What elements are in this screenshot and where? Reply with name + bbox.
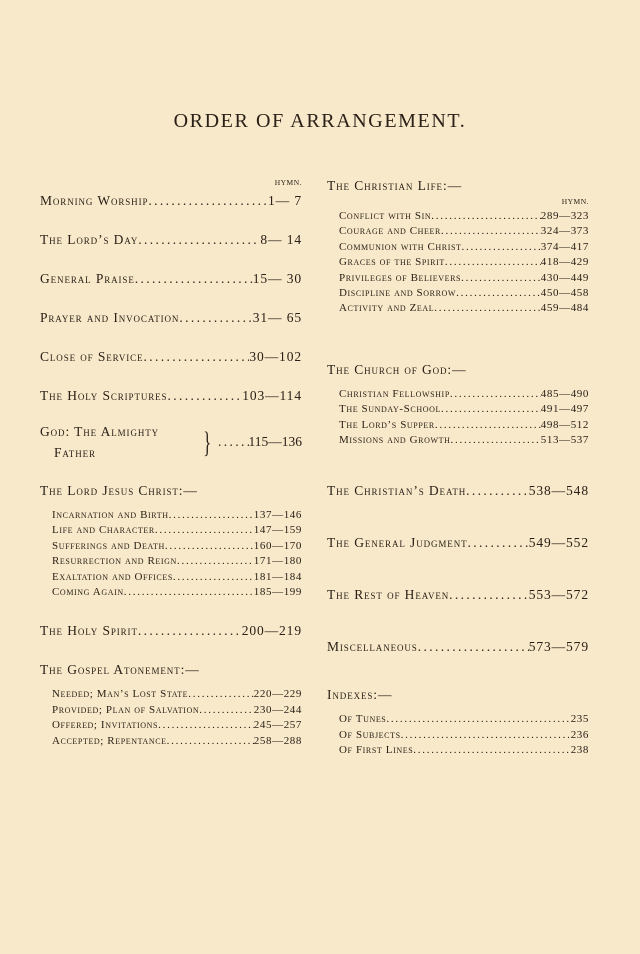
subentry-label: The Lord’s Supper — [339, 418, 435, 431]
toc-entry-rest-of-heaven[interactable] — [327, 587, 589, 603]
toc-entry-lords-day[interactable] — [40, 232, 302, 248]
toc-subentry[interactable] — [327, 403, 589, 418]
toc-entry-christians-death[interactable] — [327, 483, 589, 499]
subentry-hymn-range: 185—199 — [253, 585, 302, 598]
dot-leader — [173, 571, 254, 583]
toc-subentry[interactable] — [327, 388, 589, 403]
subentry-hymn-range: 498—512 — [540, 418, 589, 431]
toc-subentry[interactable] — [40, 555, 302, 570]
christian-life-subentries — [327, 210, 589, 318]
subentry-label: Coming Again — [52, 585, 124, 598]
entry-hymn-range: 31— 65 — [252, 310, 302, 325]
dot-leader — [218, 434, 249, 450]
toc-subentry[interactable] — [40, 704, 302, 719]
subentry-label: Incarnation and Birth — [52, 509, 169, 521]
toc-subentry[interactable] — [327, 744, 589, 759]
hymn-column-label: HYMN. — [561, 197, 589, 206]
toc-subentry[interactable] — [40, 719, 302, 734]
church-of-god-subentries — [327, 388, 589, 450]
dot-leader — [441, 403, 541, 415]
dot-leader — [435, 419, 541, 431]
subentry-hymn-range: 160—170 — [253, 539, 302, 552]
dot-leader — [124, 586, 254, 598]
toc-subentry[interactable] — [327, 256, 589, 271]
indexes-subentries — [327, 713, 589, 759]
subentry-hymn-range: 374—417 — [540, 240, 589, 253]
dot-leader — [401, 729, 571, 741]
toc-subentry[interactable] — [327, 434, 589, 449]
toc-subentry[interactable] — [40, 688, 302, 703]
entry-label: The Holy Scriptures — [40, 388, 168, 403]
entry-label: Close of Service — [40, 349, 144, 364]
subentry-hymn-range: 236 — [570, 728, 589, 741]
section-heading-jesus-christ: The Lord Jesus Christ:— — [40, 483, 198, 498]
toc-subentry[interactable] — [327, 241, 589, 256]
entry-hymn-range: 200—219 — [241, 623, 302, 639]
toc-subentry[interactable] — [327, 729, 589, 744]
subentry-label: Life and Character — [52, 524, 155, 537]
subentry-label: Discipline and Sorrow — [339, 286, 457, 299]
dot-leader — [138, 623, 242, 639]
entry-hymn-range: 30—102 — [249, 349, 302, 364]
dot-leader — [441, 225, 541, 237]
page-title: ORDER OF ARRANGEMENT. — [173, 110, 467, 132]
entry-hymn-range: 573—579 — [528, 639, 589, 655]
right-column — [327, 178, 589, 759]
dot-leader — [199, 704, 254, 716]
dot-leader — [462, 241, 541, 253]
toc-entry-holy-scriptures[interactable] — [40, 388, 302, 404]
entry-label-line-1: God: The Almighty — [40, 424, 160, 439]
dot-leader — [148, 193, 268, 209]
dot-leader — [155, 524, 254, 536]
toc-subentry[interactable] — [327, 302, 589, 317]
subentry-label: Conflict with Sin — [339, 210, 432, 222]
subentry-label: Missions and Growth — [339, 433, 451, 446]
subentry-label: Graces of the Spirit — [339, 256, 445, 269]
dot-leader — [468, 535, 529, 551]
subentry-label: Needed; Man’s Lost State — [52, 688, 189, 701]
subentry-label: Privileges of Believers — [339, 271, 462, 284]
subentry-label: Resurrection and Reign — [52, 555, 177, 568]
subentry-hymn-range: 235 — [570, 713, 589, 726]
subentry-label: Of Tunes — [339, 713, 387, 726]
subentry-hymn-range: 450—458 — [540, 286, 589, 299]
subentry-label: Christian Fellowship — [339, 387, 450, 400]
toc-entry-morning-worship[interactable] — [40, 193, 302, 209]
dot-leader — [165, 540, 254, 552]
dot-leader — [169, 509, 254, 521]
entry-hymn-range: 15— 30 — [252, 271, 302, 286]
brace-glyph: } — [203, 426, 212, 459]
toc-subentry[interactable] — [327, 713, 589, 728]
entry-hymn-range: 549—552 — [528, 535, 589, 551]
section-heading-gospel-atonement: The Gospel Atonement:— — [40, 662, 200, 678]
subentry-hymn-range: 418—429 — [540, 256, 589, 269]
left-column — [40, 178, 302, 750]
subentry-hymn-range: 430—449 — [540, 271, 589, 284]
entry-label: The Rest of Heaven — [327, 587, 450, 603]
dot-leader — [445, 256, 541, 268]
subentry-hymn-range: 137—146 — [253, 509, 302, 521]
dot-leader — [167, 388, 242, 404]
section-heading-church-of-god: The Church of God:— — [327, 361, 467, 377]
dot-leader — [135, 271, 253, 287]
gospel-atonement-subentries — [40, 688, 302, 750]
entry-hymn-range: 8— 14 — [260, 232, 302, 247]
toc-subentry[interactable] — [40, 509, 302, 524]
subentry-label: Accepted; Repentance — [52, 734, 167, 747]
entry-label: Prayer and Invocation — [40, 310, 180, 325]
toc-subentry[interactable] — [40, 571, 302, 586]
subentry-hymn-range: 459—484 — [540, 302, 589, 315]
god-range-row — [218, 434, 302, 450]
subentry-hymn-range: 171—180 — [253, 555, 302, 568]
dot-leader — [450, 388, 541, 400]
dot-leader — [188, 688, 254, 700]
toc-subentry[interactable] — [327, 287, 589, 302]
subentry-label: Courage and Cheer — [339, 225, 441, 238]
dot-leader — [177, 555, 254, 567]
entry-hymn-range: 1— 7 — [268, 193, 302, 208]
entry-hymn-range: 115—136 — [248, 434, 302, 449]
section-heading-christian-life: The Christian Life:— — [327, 178, 462, 193]
subentry-label: Offered; Invitations — [52, 719, 159, 732]
toc-entry-god-the-father[interactable] — [40, 424, 302, 466]
subentry-label: Communion with Christ — [339, 240, 462, 253]
dot-leader — [461, 272, 541, 284]
entry-hymn-range: 553—572 — [528, 587, 589, 603]
subentry-hymn-range: 220—229 — [253, 688, 302, 701]
entry-label: Miscellaneous — [327, 639, 418, 655]
subentry-label: Provided; Plan of Salvation — [52, 703, 200, 716]
dot-leader — [451, 434, 541, 446]
dot-leader — [456, 287, 541, 299]
entry-label: The Christian’s Death — [327, 483, 467, 499]
subentry-label: The Sunday-School — [339, 403, 441, 416]
entry-label: Morning Worship — [40, 193, 149, 208]
subentry-hymn-range: 230—244 — [253, 703, 302, 716]
subentry-hymn-range: 485—490 — [540, 387, 589, 400]
toc-subentry[interactable] — [40, 540, 302, 555]
dot-leader — [158, 719, 254, 731]
dot-leader — [179, 310, 252, 326]
subentry-hymn-range: 238 — [570, 744, 589, 757]
dot-leader — [418, 639, 529, 655]
entry-hymn-range: 103—114 — [242, 388, 302, 403]
dot-leader — [434, 302, 541, 314]
toc-subentry[interactable] — [40, 735, 302, 750]
subentry-label: Activity and Zeal — [339, 302, 435, 315]
toc-subentry[interactable] — [327, 419, 589, 434]
subentry-hymn-range: 324—373 — [540, 225, 589, 238]
entry-label: The Holy Spirit — [40, 623, 138, 639]
subentry-label: Sufferings and Death — [52, 539, 165, 552]
toc-subentry[interactable] — [327, 272, 589, 287]
subentry-hymn-range: 491—497 — [540, 403, 589, 416]
toc-entry-miscellaneous[interactable] — [327, 639, 589, 655]
toc-entry-close-of-service[interactable] — [40, 349, 302, 365]
dot-leader — [413, 744, 570, 756]
dot-leader — [138, 232, 260, 248]
subentry-hymn-range: 289—323 — [540, 210, 589, 222]
jesus-christ-subentries — [40, 509, 302, 601]
subentry-hymn-range: 258—288 — [253, 734, 302, 747]
toc-subentry[interactable] — [40, 586, 302, 601]
toc-subentry[interactable] — [327, 225, 589, 240]
subentry-label: Exaltation and Offices — [52, 570, 173, 583]
entry-hymn-range: 538—548 — [528, 483, 589, 499]
toc-entry-general-praise[interactable] — [40, 271, 302, 287]
dot-leader — [167, 735, 254, 747]
section-heading-indexes: Indexes:— — [327, 687, 393, 703]
entry-label: The General Judgment — [327, 535, 468, 551]
entry-label: The Lord’s Day — [40, 232, 139, 247]
hymn-column-label: HYMN. — [274, 178, 302, 187]
subentry-hymn-range: 181—184 — [253, 570, 302, 583]
toc-entry-holy-spirit[interactable] — [40, 623, 302, 639]
dot-leader — [449, 587, 529, 603]
subentry-hymn-range: 513—537 — [540, 433, 589, 446]
toc-subentry[interactable] — [327, 210, 589, 225]
dot-leader — [431, 210, 541, 222]
subentry-hymn-range: 245—257 — [253, 719, 302, 732]
dot-leader — [386, 713, 570, 725]
entry-label: General Praise — [40, 271, 135, 286]
toc-subentry[interactable] — [40, 524, 302, 539]
subentry-label: Of Subjects — [339, 728, 401, 741]
subentry-label: Of First Lines — [339, 744, 414, 757]
toc-entry-general-judgment[interactable] — [327, 535, 589, 551]
subentry-hymn-range: 147—159 — [253, 524, 302, 537]
toc-entry-prayer[interactable] — [40, 310, 302, 326]
entry-label-line-2: Father — [54, 445, 96, 460]
dot-leader — [466, 483, 529, 499]
dot-leader — [143, 349, 249, 365]
